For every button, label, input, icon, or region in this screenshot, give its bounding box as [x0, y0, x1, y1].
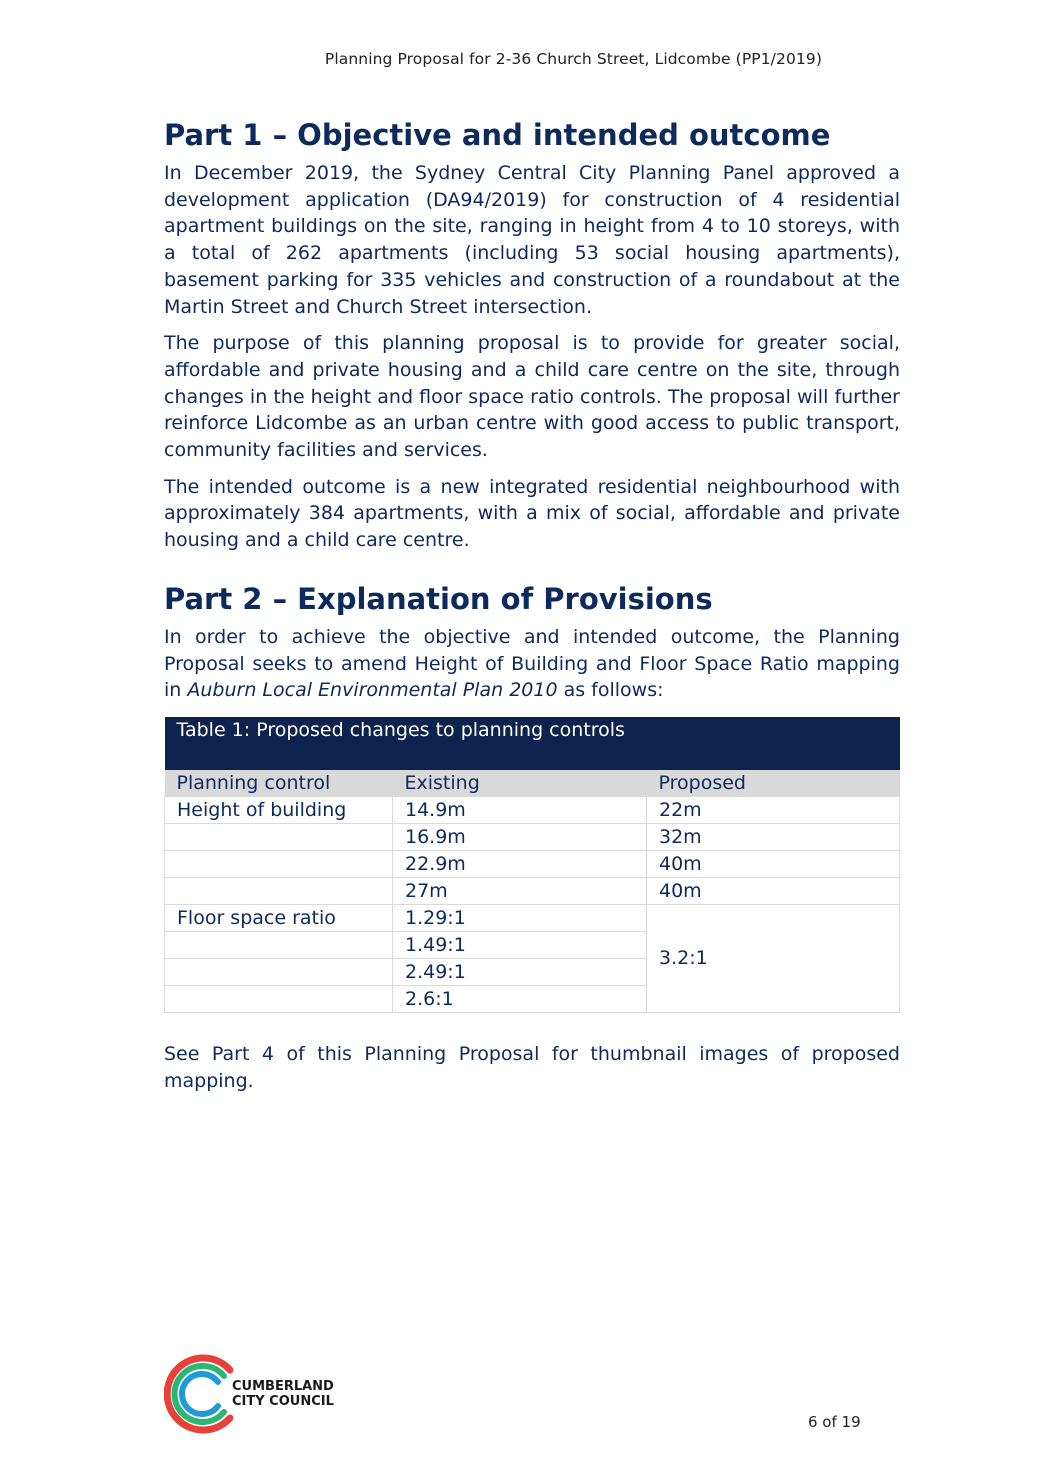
column-header-planning-control: Planning control — [165, 770, 393, 797]
table-row — [165, 796, 900, 823]
document-body — [164, 112, 900, 1094]
part2-intro — [164, 624, 900, 704]
cell-existing: 1.29:1 — [393, 904, 647, 931]
cell-existing: 2.49:1 — [393, 958, 647, 985]
council-name — [232, 1379, 334, 1409]
cell-proposed: 40m — [647, 877, 900, 904]
cell-existing: 1.49:1 — [393, 931, 647, 958]
table-row — [165, 823, 900, 850]
part2-intro-end: as follows: — [557, 679, 664, 702]
cell-control — [165, 823, 393, 850]
column-header-existing: Existing — [393, 770, 647, 797]
table-row — [165, 850, 900, 877]
cell-control — [165, 931, 393, 958]
cell-proposed-merged: 3.2:1 — [647, 904, 900, 1012]
part2-heading: Part 2 – Explanation of Provisions — [164, 581, 713, 616]
cell-existing: 2.6:1 — [393, 985, 647, 1012]
table-caption: Table 1: Proposed changes to planning controls — [165, 717, 900, 770]
page-header: Planning Proposal for 2-36 Church Street, Lidcombe (PP1/2019) — [324, 50, 822, 68]
cell-existing: 16.9m — [393, 823, 647, 850]
logo-line-2: CITY COUNCIL — [232, 1394, 334, 1409]
cell-existing: 27m — [393, 877, 647, 904]
part1-paragraph-2: The purpose of this planning proposal is to provide for greater social, affordable and private housing and a child care centre on the site, through changes in the height and floor space ratio controls. The proposal will further reinforce Lidcombe as an urban centre with good access to public transport, community facilities and services. — [164, 332, 900, 462]
cell-control: Height of building — [165, 796, 393, 823]
part1-heading: Part 1 – Objective and intended outcome — [164, 118, 831, 152]
cell-control — [165, 985, 393, 1012]
closing-paragraph: See Part 4 of this Planning Proposal for thumbnail images of proposed mapping. — [164, 1042, 900, 1092]
planning-controls-table — [164, 717, 900, 1013]
cell-existing: 22.9m — [393, 850, 647, 877]
cell-control: Floor space ratio — [165, 904, 393, 931]
table-row — [165, 904, 900, 931]
cell-control — [165, 877, 393, 904]
cell-control — [165, 958, 393, 985]
cell-proposed: 40m — [647, 850, 900, 877]
page-number: 6 of 19 — [808, 1413, 861, 1431]
logo-line-1: CUMBERLAND — [232, 1379, 334, 1394]
table-row — [165, 877, 900, 904]
cell-proposed: 32m — [647, 823, 900, 850]
part1-paragraph-1: In December 2019, the Sydney Central City Planning Panel approved a development application (DA94/2019) for construction of 4 residential apartment buildings on the site, ranging in height from 4 to 10 storeys, with a total of 262 apartments (including 53 social housing apartments), basement parking for 335 vehicles and construction of a roundabout at the Martin Street and Church Street intersection. — [164, 162, 900, 318]
part2-intro-text: In order to achieve the objective and intended outcome, the Planning Proposal seeks to amend Height of Building and Floor Space Ratio mapping in — [164, 625, 900, 702]
part2-intro-lep: Auburn Local Environmental Plan 2010 — [187, 679, 558, 702]
part1-paragraph-3: The intended outcome is a new integrated residential neighbourhood with approximately 384 apartments, with a mix of social, affordable and private housing and a child care centre. — [164, 475, 900, 552]
cell-proposed: 22m — [647, 796, 900, 823]
cell-existing: 14.9m — [393, 796, 647, 823]
cell-control — [165, 850, 393, 877]
column-header-proposed: Proposed — [647, 770, 900, 797]
